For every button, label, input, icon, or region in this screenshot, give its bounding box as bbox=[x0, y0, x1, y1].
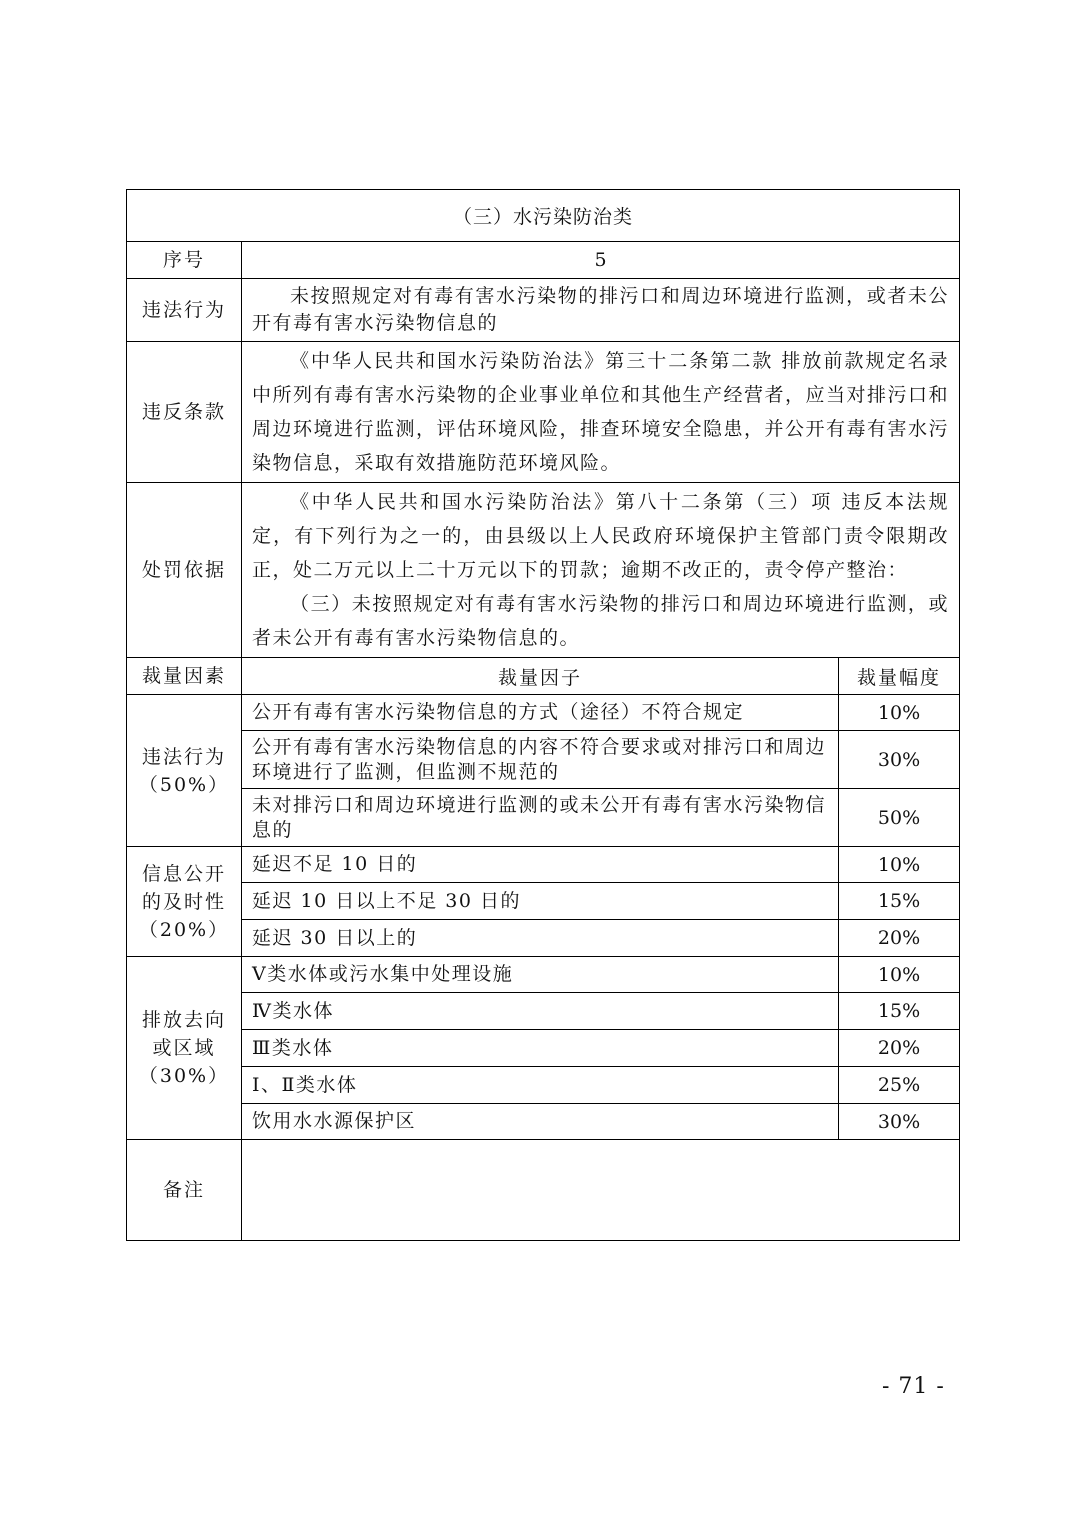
group-label-line: 排放去向 bbox=[141, 1009, 226, 1031]
factors-header-col3: 裁量幅度 bbox=[839, 658, 960, 695]
group-label-violation bbox=[127, 695, 242, 847]
clause-label: 违反条款 bbox=[127, 342, 242, 483]
pct-cell: 15% bbox=[839, 993, 960, 1030]
pct-cell: 15% bbox=[839, 883, 960, 920]
factor-cell: 延迟不足 10 日的 bbox=[242, 847, 839, 883]
violation-text: 未按照规定对有毒有害水污染物的排污口和周边环境进行监测，或者未公开有毒有害水污染物信息的 bbox=[252, 285, 950, 334]
group-label-line: 或区域 bbox=[152, 1037, 216, 1059]
factor-cell: 未对排污口和周边环境进行监测的或未公开有毒有害水污染物信息的 bbox=[242, 789, 839, 847]
pct-cell: 30% bbox=[839, 1104, 960, 1140]
group-label-timeliness bbox=[127, 847, 242, 957]
pct-cell: 10% bbox=[839, 695, 960, 731]
group-label-line: 的及时性 bbox=[141, 890, 226, 913]
pct-cell: 25% bbox=[839, 1067, 960, 1104]
group-label-line: （50%） bbox=[138, 773, 230, 796]
factor-cell: Ⅴ类水体或污水集中处理设施 bbox=[242, 957, 839, 993]
pct-cell: 20% bbox=[839, 1030, 960, 1067]
factor-cell: Ⅰ、Ⅱ类水体 bbox=[242, 1067, 839, 1104]
factor-cell: 公开有毒有害水污染物信息的内容不符合要求或对排污口和周边环境进行了监测，但监测不规范的 bbox=[242, 731, 839, 789]
section-title: （三）水污染防治类 bbox=[127, 190, 960, 242]
factor-cell: 延迟 10 日以上不足 30 日的 bbox=[242, 883, 839, 920]
factors-header-col1: 裁量因素 bbox=[127, 658, 242, 695]
pct-cell: 50% bbox=[839, 789, 960, 847]
basis-para-2: （三）未按照规定对有毒有害水污染物的排污口和周边环境进行监测，或者未公开有毒有害水污染物信息的。 bbox=[252, 593, 950, 649]
group-label-line: （30%） bbox=[138, 1065, 230, 1087]
group-label-discharge-area bbox=[127, 957, 242, 1140]
remarks-label: 备注 bbox=[127, 1140, 242, 1241]
clause-cell bbox=[242, 342, 960, 483]
clause-text: 《中华人民共和国水污染防治法》第三十二条第二款 排放前款规定名录中所列有毒有害水污染物的企业事业单位和其他生产经营者，应当对排污口和周边环境进行监测，评估环境风险，排查环境安全隐患，并公开有毒有害水污染物信息，采取有效措施防范环境风险。 bbox=[252, 350, 950, 474]
penalty-discretion-table bbox=[126, 189, 960, 1241]
page-number: - 71 - bbox=[882, 1374, 945, 1399]
remarks-value bbox=[242, 1140, 960, 1241]
seq-label: 序号 bbox=[127, 242, 242, 279]
factor-cell: Ⅳ类水体 bbox=[242, 993, 839, 1030]
violation-cell bbox=[242, 279, 960, 342]
pct-cell: 10% bbox=[839, 957, 960, 993]
basis-label: 处罚依据 bbox=[127, 483, 242, 658]
group-label-line: （20%） bbox=[138, 918, 230, 941]
group-label-line: 信息公开 bbox=[141, 862, 226, 885]
factor-cell: Ⅲ类水体 bbox=[242, 1030, 839, 1067]
basis-para-1: 《中华人民共和国水污染防治法》第八十二条第（三）项 违反本法规定，有下列行为之一的，由县级以上人民政府环境保护主管部门责令限期改正，处二万元以上二十万元以下的罚款；逾期不改正的，责令停产整治： bbox=[252, 491, 950, 581]
violation-label: 违法行为 bbox=[127, 279, 242, 342]
basis-cell bbox=[242, 483, 960, 658]
group-label-line: 违法行为 bbox=[141, 745, 226, 768]
factor-cell: 饮用水水源保护区 bbox=[242, 1104, 839, 1140]
factors-header-col2: 裁量因子 bbox=[242, 658, 839, 695]
pct-cell: 10% bbox=[839, 847, 960, 883]
factor-cell: 公开有毒有害水污染物信息的方式（途径）不符合规定 bbox=[242, 695, 839, 731]
pct-cell: 20% bbox=[839, 920, 960, 957]
seq-value: 5 bbox=[242, 242, 960, 279]
factor-cell: 延迟 30 日以上的 bbox=[242, 920, 839, 957]
pct-cell: 30% bbox=[839, 731, 960, 789]
